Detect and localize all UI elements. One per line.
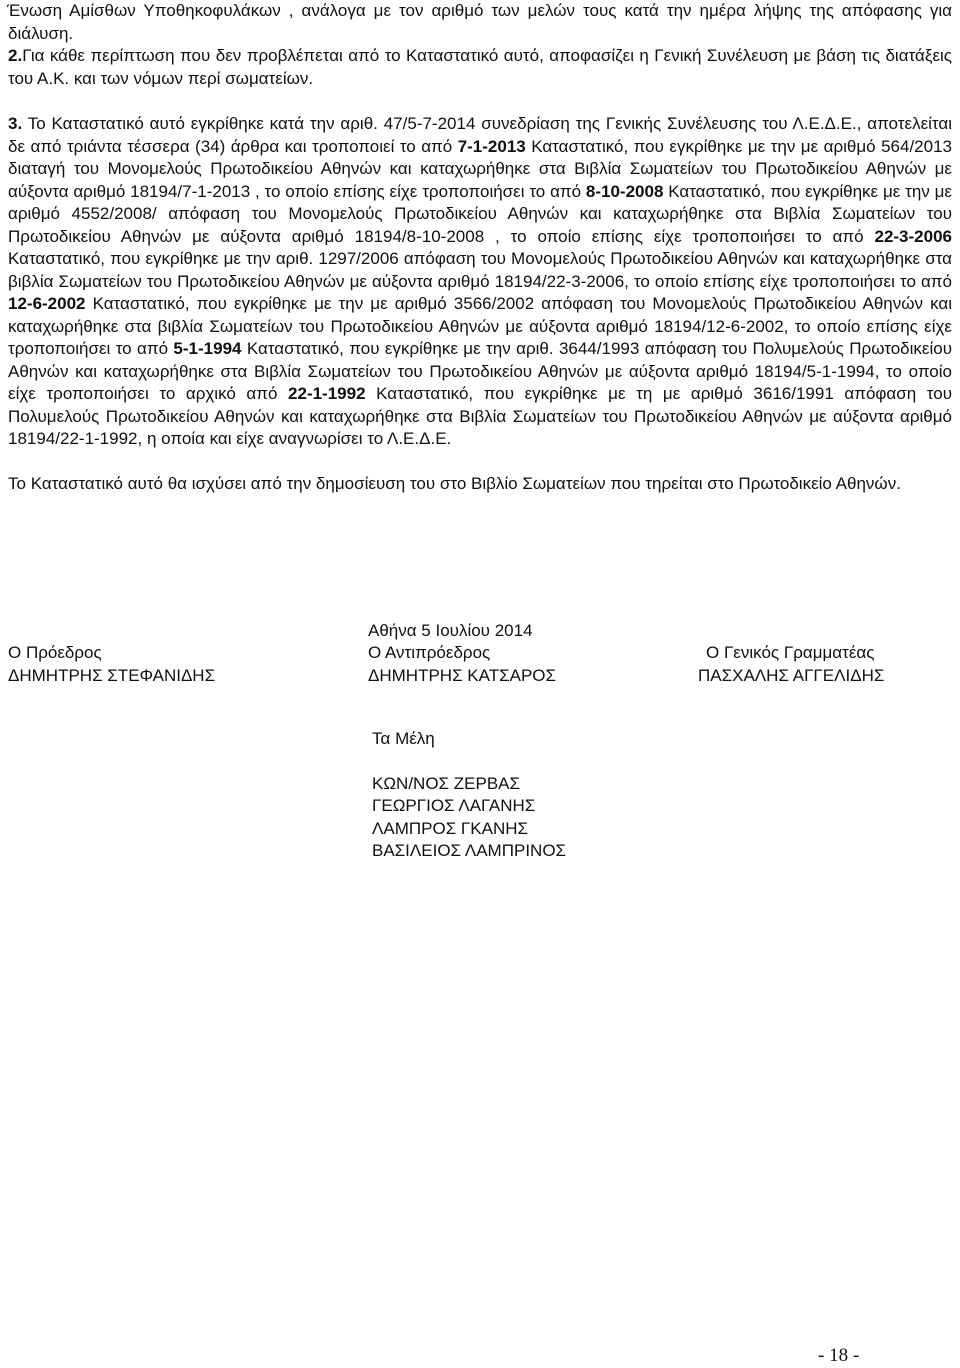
document-body — [8, 0, 952, 495]
officer-name: ΔΗΜΗΤΡΗΣ ΚΑΤΣΑΡΟΣ — [368, 665, 557, 685]
member-name: ΚΩΝ/ΝΟΣ ΖΕΡΒΑΣ — [372, 773, 521, 793]
officer-general-secretary — [698, 642, 884, 687]
statute-date: 8-10-2008 — [585, 181, 664, 201]
paragraph-3-text: Καταστατικό, που εγκρίθηκε με την με αριθμό 3566/2002 απόφαση του Μονομελούς Πρωτοδικείου Αθηνών και καταχωρήθηκε στα βιβλία Σωματείων του Πρωτοδικείου Αθηνών με αύξοντα αριθμό 18194/12-6-2002, το οποίο επίσης είχε τροποποιήσει το από — [8, 294, 952, 358]
officer-role: Ο Γενικός Γραμματέας — [706, 643, 875, 662]
statute-date: 22-3-2006 — [874, 226, 952, 246]
member-name: ΒΑΣΙΛΕΙΟΣ ΛΑΜΠΡΙΝΟΣ — [372, 841, 567, 860]
officer-vice-president — [368, 642, 556, 687]
officer-president — [8, 642, 215, 687]
statute-date: 12-6-2002 — [8, 294, 86, 313]
paragraph-3-number: 3. — [8, 114, 23, 133]
statute-date: 22-1-1992 — [288, 384, 366, 403]
paragraph-3-text: Καταστατικό, που εγκρίθηκε με την αριθ. 3644/1993 απόφαση του Πολυμελούς Πρωτοδικείου Αθηνών και καταχωρήθηκε στα Βιβλία Σωματείων του Πρωτοδικείου Αθηνών με αύξοντα αριθμό 18194/5-1-1994, το οποίο είχε τροποποιήσει το αρχικό από — [8, 339, 952, 403]
officer-role: Ο Αντιπρόεδρος — [368, 643, 491, 662]
statute-date: 7-1-2013 — [457, 136, 526, 156]
statute-date: 5-1-1994 — [173, 339, 242, 358]
paragraph-2 — [8, 45, 952, 90]
signature-date: Αθήνα 5 Ιουλίου 2014 — [368, 621, 533, 640]
member-name: ΓΕΩΡΓΙΟΣ ΛΑΓΑΝΗΣ — [372, 796, 536, 815]
page-number: - 18 - — [818, 1345, 860, 1366]
validity-paragraph: Το Καταστατικό αυτό θα ισχύσει από την δημοσίευση του στο Βιβλίο Σωματείων που τηρείται στο Πρωτοδικείο Αθηνών. — [8, 473, 901, 493]
paragraph-3-text: Καταστατικό, που εγκρίθηκε με την αριθ. 1297/2006 απόφαση του Μονομελούς Πρωτοδικείου Αθηνών και καταχωρήθηκε στα βιβλία Σωματείων του Πρωτοδικείου Αθηνών με αύξοντα αριθμό 18194/22-3-2006, το οποίο επίσης είχε τροποποιήσει το από — [8, 249, 952, 291]
paragraph-2-number: 2. — [8, 46, 23, 65]
officer-name: ΠΑΣΧΑΛΗΣ ΑΓΓΕΛΙΔΗΣ — [698, 665, 885, 685]
paragraph-3-text: Καταστατικό, που εγκρίθηκε με την με αριθμό 564/2013 διαταγή του Μονομελούς Πρωτοδικείου Αθηνών και καταχωρήθηκε στα Βιβλία Σωματείων του Πρωτοδικείου Αθηνών με αύξοντα αριθμό 18194/7-1-2013 , το οποίο επίσης είχε τροποποιήσει το από — [8, 136, 952, 201]
paragraph-2-text: Για κάθε περίπτωση που δεν προβλέπεται από το Καταστατικό αυτό, αποφασίζει η Γενική Συνέλευση με βάση τις διατάξεις του Α.Κ. και των νόμων περί σωματείων. — [8, 46, 952, 88]
paragraph-3-text: Καταστατικό, που εγκρίθηκε με τη με αριθμό 3616/1991 απόφαση του Πολυμελούς Πρωτοδικείου Αθηνών και καταχωρήθηκε στα Βιβλία Σωματείων του Πρωτοδικείου Αθηνών με αύξοντα αριθμό 18194/22-1-1992, η οποία και είχε αναγνωρίσει το Λ.Ε.Δ.Ε. — [8, 384, 953, 448]
officer-name: ΔΗΜΗΤΡΗΣ ΣΤΕΦΑΝΙΔΗΣ — [8, 665, 216, 685]
paragraph-3-text: Καταστατικό, που εγκρίθηκε με την με αριθμό 4552/2008/ απόφαση του Μονομελούς Πρωτοδικείου Αθηνών και καταχωρήθηκε στα Βιβλία Σωματείων του Πρωτοδικείου Αθηνών με αύξοντα αριθμό 18194/8-10-2008 , το οποίο επίσης είχε τροποποιήσει το από — [8, 181, 952, 246]
members-list — [372, 728, 566, 863]
paragraph-3 — [8, 113, 952, 451]
intro-paragraph: Ένωση Αμίσθων Υποθηκοφυλάκων , ανάλογα με τον αριθμό των μελών τους κατά την ημέρα λήψης της απόφασης για διάλυση. — [7, 1, 952, 43]
paragraph-3-text: Το Καταστατικό αυτό εγκρίθηκε κατά την αριθ. 47/5-7-2014 συνεδρίαση της Γενικής Συνέλευσης του Λ.Ε.Δ.Ε., αποτελείται δε από τριάντα τέσσερα (34) άρθρα και τροποποιεί το από — [8, 114, 952, 156]
member-name: ΛΑΜΠΡΟΣ ΓΚΑΝΗΣ — [372, 818, 529, 838]
officers-signatures — [8, 642, 952, 688]
officer-role: Ο Πρόεδρος — [8, 643, 102, 662]
members-label: Τα Μέλη — [372, 729, 435, 748]
